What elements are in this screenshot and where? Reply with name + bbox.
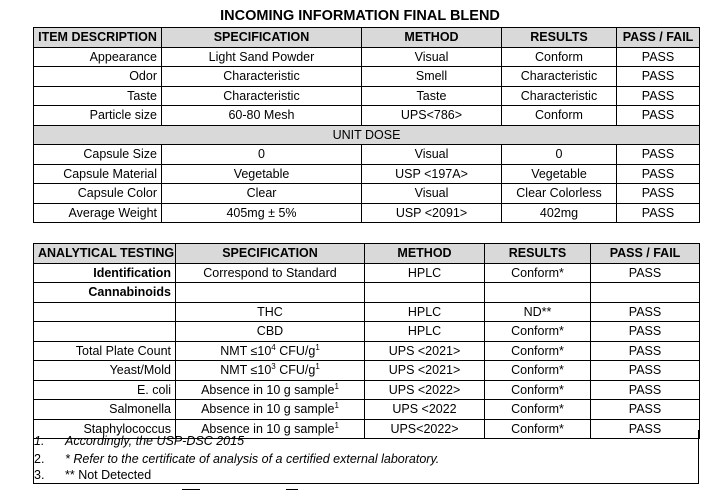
- footnote-ref: 1: [334, 420, 339, 430]
- method-cell: UPS<2022>: [365, 419, 485, 439]
- footnote-text: * Refer to the certificate of analysis of a certified external laboratory.: [65, 452, 440, 466]
- method-cell: UPS<786>: [362, 106, 502, 126]
- item-cell: Particle size: [34, 106, 162, 126]
- pass-fail-cell: PASS: [591, 380, 700, 400]
- spec-text: NMT ≤10: [220, 363, 272, 378]
- item-cell: E. coli: [34, 380, 176, 400]
- table-row: [34, 380, 700, 400]
- spec-exponent: 4: [271, 342, 276, 352]
- col-header: RESULTS: [485, 244, 591, 264]
- item-cell: Taste: [34, 86, 162, 106]
- table-row: [34, 263, 700, 283]
- incoming-info-table: [33, 27, 700, 223]
- table-row: [34, 164, 700, 184]
- method-cell: [365, 283, 485, 303]
- pass-fail-cell: PASS: [617, 86, 700, 106]
- pass-fail-cell: PASS: [617, 184, 700, 204]
- pass-fail-cell: PASS: [617, 47, 700, 67]
- footnote-2: [34, 452, 440, 466]
- table-row: [34, 86, 700, 106]
- col-header: RESULTS: [502, 28, 617, 48]
- method-cell: Visual: [362, 47, 502, 67]
- spec-cell: 0: [162, 145, 362, 165]
- method-cell: USP <2091>: [362, 203, 502, 223]
- item-cell: Salmonella: [34, 400, 176, 420]
- section-band-row: [34, 125, 700, 145]
- item-cell: Staphylococcus: [34, 419, 176, 439]
- pass-fail-cell: PASS: [591, 400, 700, 420]
- method-cell: UPS <2021>: [365, 361, 485, 381]
- table-row: [34, 67, 700, 87]
- spec-cell: [176, 380, 365, 400]
- table-row: [34, 145, 700, 165]
- col-header: PASS / FAIL: [591, 244, 700, 264]
- result-cell: Conform*: [485, 341, 591, 361]
- table-row: [34, 400, 700, 420]
- result-cell: Conform: [502, 47, 617, 67]
- footnote-ref: 1: [334, 381, 339, 391]
- spec-cell: [176, 283, 365, 303]
- unit-dose-band: UNIT DOSE: [34, 125, 700, 145]
- table-row: [34, 203, 700, 223]
- spec-cell: 405mg ± 5%: [162, 203, 362, 223]
- table-row: [34, 283, 700, 303]
- footnotes-box: [33, 430, 699, 484]
- spec-cell: [176, 361, 365, 381]
- item-cell: Identification: [34, 263, 176, 283]
- result-cell: Characteristic: [502, 67, 617, 87]
- table-header-row: [34, 244, 700, 264]
- item-cell: Capsule Material: [34, 164, 162, 184]
- pass-fail-cell: PASS: [617, 145, 700, 165]
- item-cell: [34, 302, 176, 322]
- pass-fail-cell: PASS: [591, 322, 700, 342]
- spec-text: Absence in 10 g sample: [201, 382, 335, 397]
- spec-cell: Light Sand Powder: [162, 47, 362, 67]
- footnote-number: 2.: [34, 452, 45, 466]
- spec-text: Absence in 10 g sample: [201, 402, 335, 417]
- col-header: METHOD: [362, 28, 502, 48]
- pass-fail-cell: PASS: [617, 164, 700, 184]
- method-cell: Visual: [362, 145, 502, 165]
- col-header: ITEM DESCRIPTION: [34, 28, 162, 48]
- item-cell: Capsule Color: [34, 184, 162, 204]
- footnote-number: 3.: [34, 468, 45, 482]
- divider: [286, 489, 298, 490]
- pass-fail-cell: PASS: [617, 67, 700, 87]
- method-cell: UPS <2022: [365, 400, 485, 420]
- pass-fail-cell: [591, 283, 700, 303]
- footnote-number: 1.: [34, 434, 45, 448]
- footnote-text: ** Not Detected: [65, 468, 152, 482]
- result-cell: Clear Colorless: [502, 184, 617, 204]
- result-cell: Conform*: [485, 361, 591, 381]
- spec-cell: THC: [176, 302, 365, 322]
- result-cell: Conform: [502, 106, 617, 126]
- col-header: SPECIFICATION: [176, 244, 365, 264]
- pass-fail-cell: PASS: [591, 341, 700, 361]
- page-title: INCOMING INFORMATION FINAL BLEND: [220, 8, 500, 24]
- spec-cell: Correspond to Standard: [176, 263, 365, 283]
- pass-fail-cell: PASS: [591, 361, 700, 381]
- pass-fail-cell: PASS: [591, 419, 700, 439]
- item-cell: Yeast/Mold: [34, 361, 176, 381]
- result-cell: Conform*: [485, 263, 591, 283]
- spec-unit: CFU/g: [275, 363, 316, 378]
- spec-cell: Vegetable: [162, 164, 362, 184]
- footnote-ref: 1: [315, 342, 320, 352]
- table-row: [34, 322, 700, 342]
- method-cell: Smell: [362, 67, 502, 87]
- col-header: SPECIFICATION: [162, 28, 362, 48]
- footnote-1: [34, 434, 245, 448]
- table-row: [34, 341, 700, 361]
- col-header: PASS / FAIL: [617, 28, 700, 48]
- table-row: [34, 302, 700, 322]
- spec-cell: Characteristic: [162, 67, 362, 87]
- result-cell: [485, 283, 591, 303]
- pass-fail-cell: PASS: [617, 106, 700, 126]
- method-cell: UPS <2021>: [365, 341, 485, 361]
- result-cell: 402mg: [502, 203, 617, 223]
- item-cell: Total Plate Count: [34, 341, 176, 361]
- result-cell: Conform*: [485, 380, 591, 400]
- spec-unit: CFU/g: [275, 343, 316, 358]
- spec-cell: Characteristic: [162, 86, 362, 106]
- result-cell: ND**: [485, 302, 591, 322]
- table-row: [34, 106, 700, 126]
- col-header: METHOD: [365, 244, 485, 264]
- pass-fail-cell: PASS: [617, 203, 700, 223]
- spec-cell: [176, 341, 365, 361]
- analytical-testing-table: [33, 243, 700, 439]
- footnote-ref: 1: [315, 362, 320, 372]
- method-cell: Taste: [362, 86, 502, 106]
- result-cell: 0: [502, 145, 617, 165]
- method-cell: HPLC: [365, 322, 485, 342]
- method-cell: HPLC: [365, 263, 485, 283]
- spec-cell: CBD: [176, 322, 365, 342]
- table-row: [34, 361, 700, 381]
- result-cell: Conform*: [485, 419, 591, 439]
- col-header: ANALYTICAL TESTING: [34, 244, 176, 264]
- pass-fail-cell: PASS: [591, 302, 700, 322]
- table-row: [34, 184, 700, 204]
- method-cell: UPS <2022>: [365, 380, 485, 400]
- result-cell: Characteristic: [502, 86, 617, 106]
- item-cell: Cannabinoids: [34, 283, 176, 303]
- spec-cell: [176, 400, 365, 420]
- item-cell: [34, 322, 176, 342]
- pass-fail-cell: PASS: [591, 263, 700, 283]
- spec-text: NMT ≤10: [220, 343, 272, 358]
- item-cell: Average Weight: [34, 203, 162, 223]
- result-cell: Vegetable: [502, 164, 617, 184]
- footnote-ref: 1: [334, 401, 339, 411]
- spec-text: Absence in 10 g sample: [201, 421, 335, 436]
- footnote-text: Accordingly, the USP-DSC 2015: [65, 434, 245, 448]
- spec-cell: 60-80 Mesh: [162, 106, 362, 126]
- result-cell: Conform*: [485, 322, 591, 342]
- table-header-row: [34, 28, 700, 48]
- spec-cell: Clear: [162, 184, 362, 204]
- item-cell: Appearance: [34, 47, 162, 67]
- item-cell: Odor: [34, 67, 162, 87]
- table-row: [34, 47, 700, 67]
- method-cell: Visual: [362, 184, 502, 204]
- method-cell: USP <197A>: [362, 164, 502, 184]
- item-cell: Capsule Size: [34, 145, 162, 165]
- divider: [182, 489, 200, 490]
- result-cell: Conform*: [485, 400, 591, 420]
- method-cell: HPLC: [365, 302, 485, 322]
- footnote-3: [34, 468, 152, 482]
- spec-exponent: 3: [271, 362, 276, 372]
